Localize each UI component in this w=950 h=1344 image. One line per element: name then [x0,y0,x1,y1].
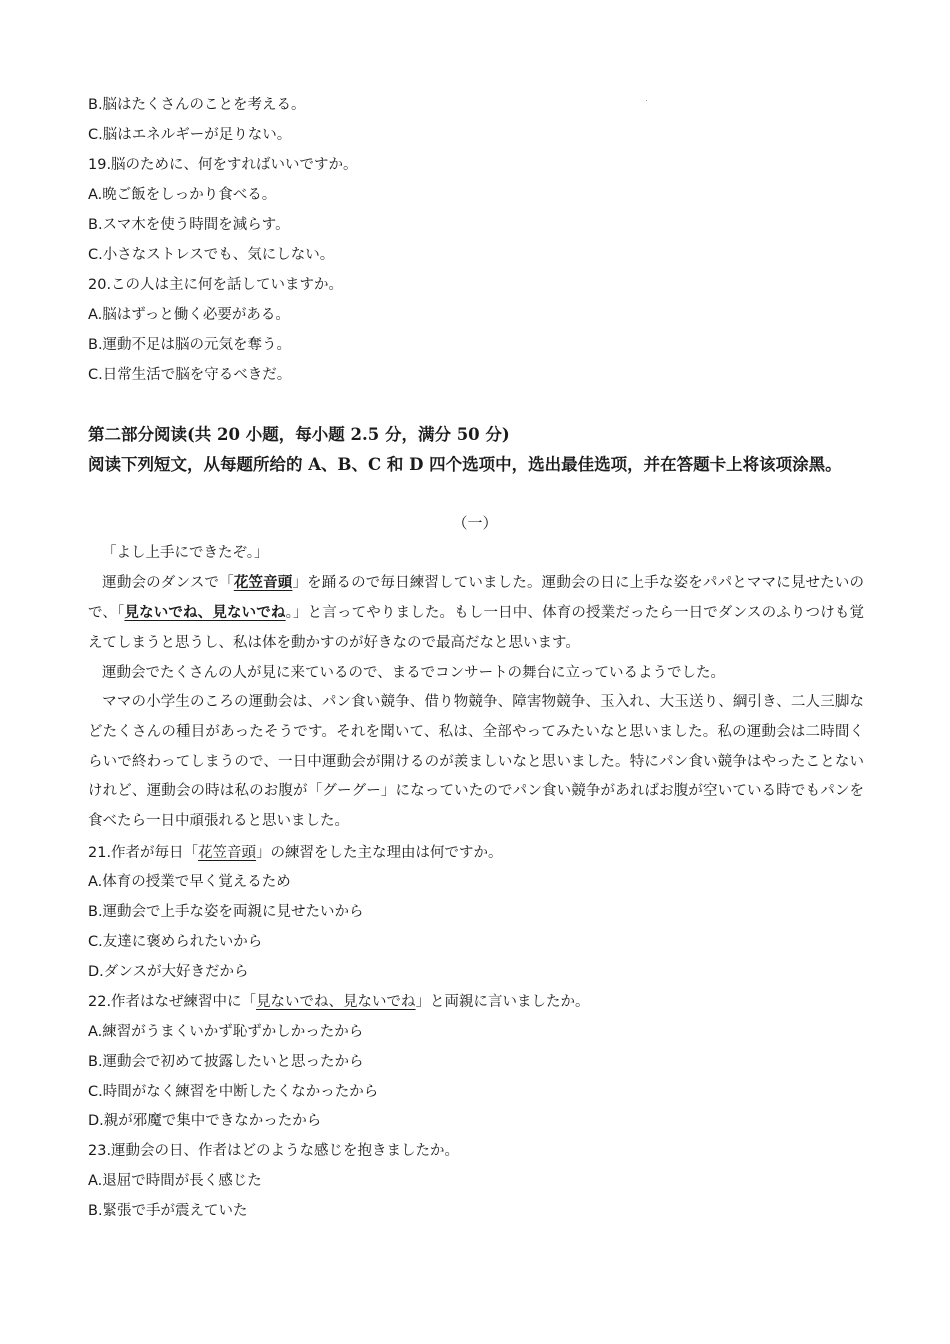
q22-option-d: D.親が邪魔で集中できなかったから [88,1113,322,1129]
part2-heading: 第二部分阅读(共 20 小题，每小题 2.5 分，满分 50 分) [88,425,510,444]
q20-option-c: C.日常生活で脳を守るべきだ。 [88,367,292,383]
q22-option-a: A.練習がうまくいかず恥ずかしかったから [88,1024,364,1040]
q18-option-c: C.脳はエネルギーが足りない。 [88,127,292,143]
q23-option-b: B.緊張で手が震えていた [88,1203,248,1219]
q21-option-d: D.ダンスが大好きだから [88,964,249,980]
q22-option-c: C.時間がなく練習を中断したくなかったから [88,1084,379,1100]
q20-option-b: B.運動不足は脳の元気を奪う。 [88,337,292,353]
q21-option-c: C.友達に褒められたいから [88,934,263,950]
q21-option-a: A.体育の授業で早く覚えるため [88,874,291,890]
q19-option-b: B.スマ木を使う時間を減らす。 [88,217,290,233]
passage-paragraph-3: 運動会でたくさんの人が見に来ているので、まるでコンサートの舞台に立っているようでした。 [102,665,726,681]
dont-look-highlight: 見ないでね、見ないでね [124,604,286,621]
q23-question: 23.運動会の日、作者はどのような感じを抱きましたか。 [88,1143,460,1159]
q22-question: 22.作者はなぜ練習中に「見ないでね、見ないでね」と両親に言いましたか。 [88,994,590,1010]
passage-paragraph-1: 「よし上手にできたぞ。」 [102,545,269,561]
passage-paragraph-4: ママの小学生のころの運動会は、パン食い競争、借り物競争、障害物競争、玉入れ、大玉送り、綱引き、二人三脚などたくさんの種目があったそうです。それを聞いて、私は、全部やってみたいなと思いました。私の運動会は二時間くらいで終わってしまうので、一日中運動会が開けるのが羨ましいなと思いました。特にパン食い競争はやったことないけれど、運動会の時は私のお腹が「グーグー」になっていたのでパン食い競争があればお腹が空いている時でもパンを食べたら一日中頑張れると思いました。 [88,694,864,830]
q23-option-a: A.退屈で時間が長く感じた [88,1173,262,1189]
passage-paragraph-2: 運動会のダンスで「花笠音頭」を踊るので毎日練習していました。運動会の日に上手な姿をパパとママに見せたいので、「見ないでね、見ないでね。」と言ってやりました。もし一日中、体育の授業だったら一日でダンスのふりつけも覚えてしまうと思うし、私は体を動かすのが好きなので最高だなと思います。 [88,575,865,651]
dance-name-highlight: 花笠音頭 [233,575,293,591]
q22-option-b: B.運動会で初めて披露したいと思ったから [88,1054,364,1070]
q19-option-a: A.晩ご飯をしっかり食べる。 [88,187,277,203]
q21-underlined-term: 花笠音頭 [198,845,257,861]
stray-dot [646,100,647,101]
q22-underlined-term: 見ないでね、見ないでね [256,994,416,1010]
passage-title: （一） [452,514,498,532]
q21-question: 21.作者が毎日「花笠音頭」の練習をした主な理由は何ですか。 [88,845,503,861]
q19-question: 19.脳のために、何をすればいいですか。 [88,157,358,173]
q20-option-a: A.脳はずっと働く必要がある。 [88,307,290,323]
part2-instruction: 阅读下列短文，从每题所给的 A、B、C 和 D 四个选项中，选出最佳选项，并在答题卡上将该项涂黑。 [88,455,842,474]
q20-question: 20.この人は主に何を話していますか。 [88,277,344,293]
q19-option-c: C.小さなストレスでも、気にしない。 [88,247,335,263]
q21-option-b: B.運動会で上手な姿を両親に見せたいから [88,904,364,920]
q18-option-b: B.脳はたくさんのことを考える。 [88,97,306,113]
